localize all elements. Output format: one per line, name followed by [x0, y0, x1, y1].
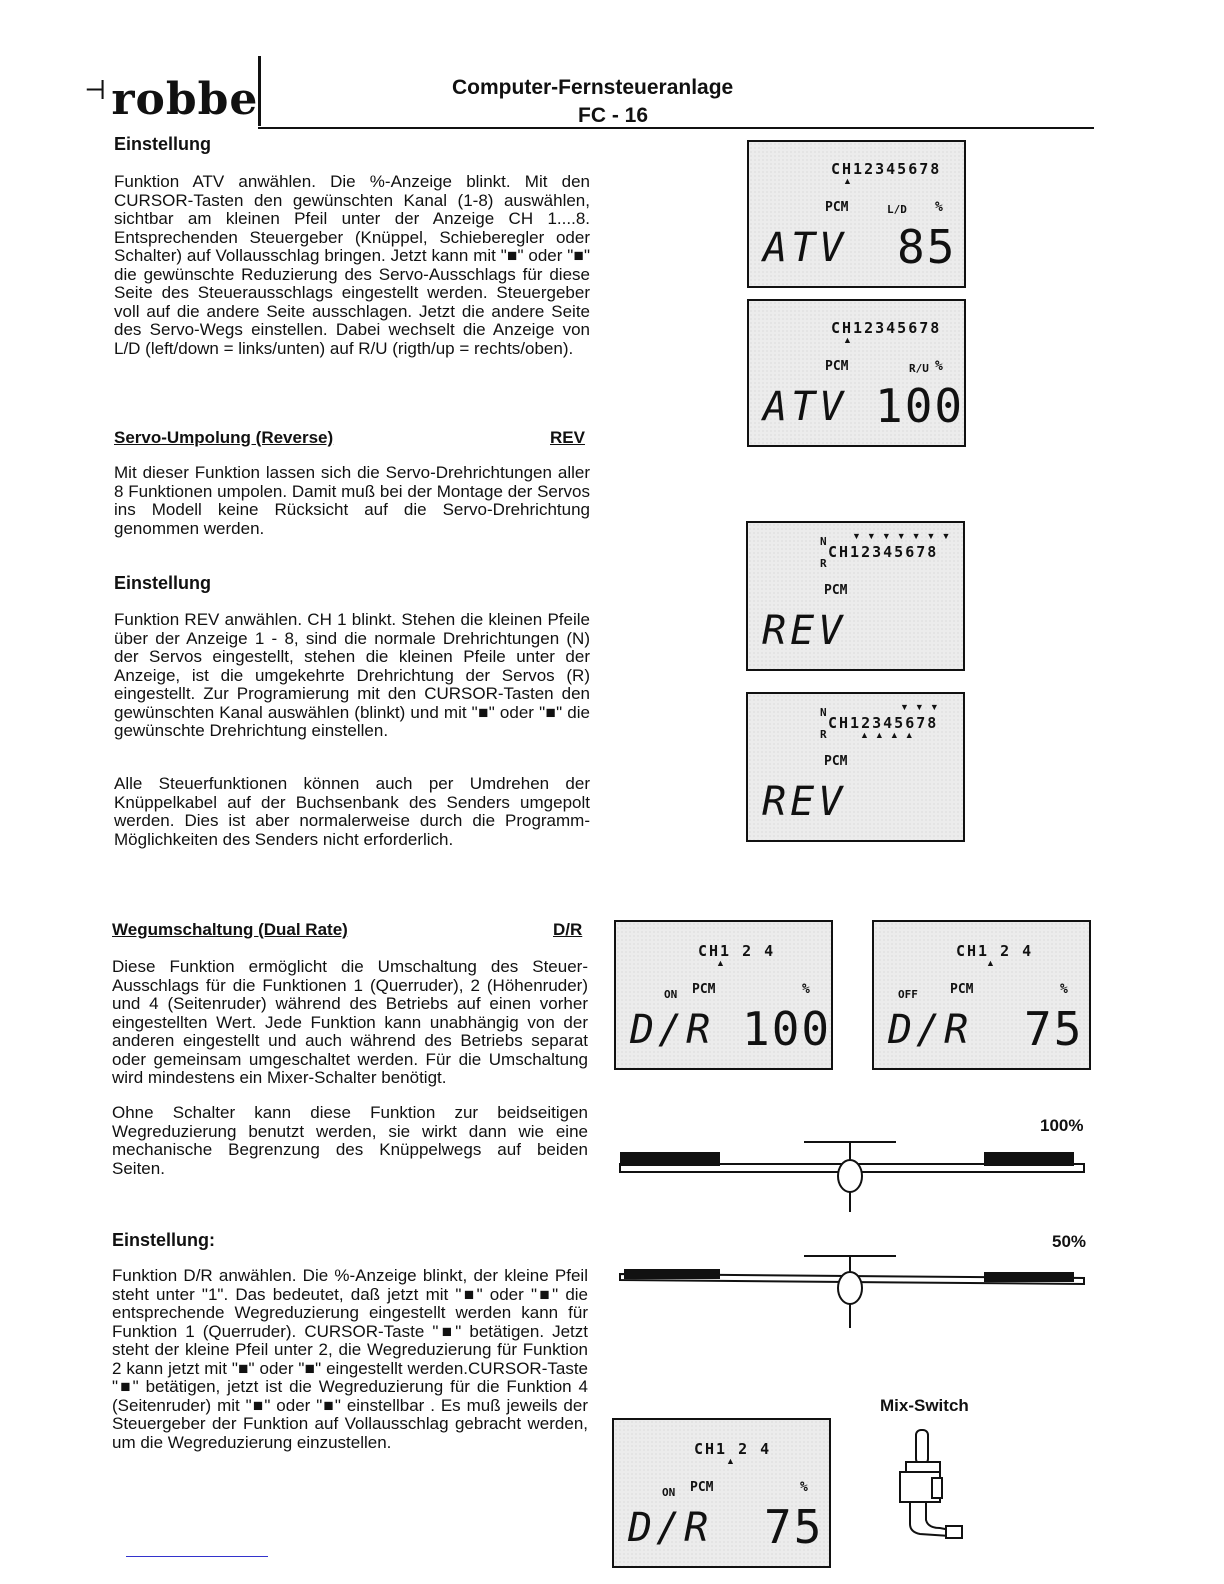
atv-text: Funktion ATV anwählen. Die %-Anzeige blinkt. Mit den CURSOR-Tasten den gewünschten Kanal (1-8) auswählen, sichtbar am kleinen Pfeil unter der Anzeige CH 1....8. Entsprechenden Steuergeber (Knüppel, Schieberegler oder Schalter) auf Vollausschlag bringen. Jetzt kann mit "■" oder "■" die gewünschte Reduzierung des Servo-Ausschlags für diese Seite des Steuerausschlags eingestellt werden. Steuergeber voll auf die andere Seite ausschlagen. Jetzt die andere Seite des Servo-Wegs einstellen. Dabei wechselt die Anzeige von L/D (left/down = links/unten) auf R/U (rigth/up = rechts/oben). — [114, 172, 590, 358]
lcd-mode: PCM — [950, 982, 974, 997]
robbe-logo — [84, 74, 259, 125]
lcd-channel-row: CH12345678 — [831, 160, 942, 178]
lcd-mode: PCM — [825, 200, 849, 215]
lcd-function-label: D/R — [628, 1505, 713, 1551]
lcd-dr-off-75 — [872, 920, 1091, 1070]
lcd-mode: PCM — [825, 359, 849, 374]
glider-canopy — [838, 1160, 862, 1192]
logo-flag-icon: ⊣ — [84, 76, 108, 106]
atv-heading: Einstellung — [114, 134, 212, 154]
arrow-up-icon: ▲ — [986, 958, 995, 968]
dr-heading: Einstellung: — [112, 1230, 215, 1250]
arrow-up-icon: ▲ — [843, 335, 852, 345]
lcd-mode: PCM — [824, 754, 848, 769]
dr-text: Diese Funktion ermöglicht die Umschaltung des Steuer-Ausschlags für die Funktionen 1 (Querruder), 2 (Höhenruder) und 4 (Seitenruder) während des Betriebs auf einen vorher eingestellten Wert. Jede Funktion kann unabhängig von der anderen eingestellt und auch während des Betriebs separat oder gemeinsam umgeschaltet werden. Für die Umschaltung wird mindestens ein Mixer-Schalter benötigt. — [112, 957, 588, 1087]
dr-text3: Funktion D/R anwählen. Die %-Anzeige blinkt, der kleine Pfeil steht unter "1". Das bedeutet, daß jetzt mit "■" oder "■" die entsprechende Wegreduzierung eingestellt werden kann für Funktion 1 (Querruder). CURSOR-Taste "■" betätigen. Jetzt steht der kleine Pfeil unter 2, die Wegreduzierung für Funktion 2 kann jetzt mit "■" oder "■" eingestellt werden.CURSOR-Taste "■" betätigen, jetzt ist die Wegreduzierung für die Funktion 4 (Seitenruder) mit "■" oder "■" einstellbar . Es muß jeweils der Steuergeber der Funktion auf Vollausschlag gebracht werden, um die Wegreduzierung einzustellen. — [112, 1266, 588, 1452]
lcd-value: 100 — [875, 379, 965, 433]
mix-switch-icon — [880, 1424, 980, 1544]
lcd-percent: % — [800, 1480, 808, 1495]
lcd-function-label: D/R — [630, 1007, 715, 1053]
lcd-r-marker: R — [820, 557, 827, 570]
lcd-side: L/D — [887, 203, 907, 216]
lcd-switch-state: ON — [662, 1486, 676, 1499]
lcd-value: 75 — [1024, 1002, 1084, 1056]
dr-text2: Ohne Schalter kann diese Funktion zur beidseitigen Wegreduzierung benutzt werden, sie wirkt dann wie eine mechanische Begrenzung des Knüppelwegs auf beiden Seiten. — [112, 1103, 588, 1178]
dr-tag: D/R — [553, 920, 583, 939]
lcd-value: 100 — [742, 1002, 832, 1056]
rev-tag: REV — [550, 428, 585, 447]
lcd-rev-reversed — [746, 692, 965, 842]
lcd-function-label: REV — [762, 779, 847, 825]
glider-canopy — [838, 1272, 862, 1304]
lcd-atv-right — [747, 299, 966, 447]
lcd-side: R/U — [909, 362, 929, 375]
page-title: Computer-Fernsteueranlage — [452, 76, 734, 99]
lcd-mode: PCM — [824, 583, 848, 598]
lcd-function-label: ATV — [763, 225, 848, 271]
arrow-up-icon: ▲ — [843, 176, 852, 186]
arrow-up-icon: ▲ — [726, 1456, 735, 1466]
lcd-switch-state: OFF — [898, 988, 918, 1001]
glider-50-illustration — [614, 1248, 1094, 1332]
arrow-down-icon: ▼▼▼ — [900, 702, 945, 712]
rev-heading: Einstellung — [114, 573, 212, 593]
lcd-mode: PCM — [692, 982, 716, 997]
page-model: FC - 16 — [578, 104, 649, 127]
lcd-rev-normal — [746, 521, 965, 671]
lcd-r-marker: R — [820, 728, 827, 741]
rev-text2: Funktion REV anwählen. CH 1 blinkt. Stehen die kleinen Pfeile über der Anzeige 1 - 8, sind die normale Drehrichtungen (N) der Servos eingestellt, stehen die kleinen Pfeile unter der Anzeige, ist die umgekehrte Drehrichtung der Servos (R) eingestellt. Zur Programierung mit den CURSOR-Tasten den gewünschten Kanal auswählen (blinkt) und mit "■" oder "■" die gewünschte Drehrichtung einstellen. — [114, 610, 590, 740]
header-divider-horizontal — [258, 127, 1094, 129]
lcd-channel-row: CH12345678 — [828, 714, 939, 732]
header-divider-vertical — [258, 56, 261, 126]
lcd-switch-state: ON — [664, 988, 678, 1001]
lcd-value: 75 — [764, 1500, 824, 1554]
rev-text: Mit dieser Funktion lassen sich die Servo-Drehrichtungen aller 8 Funktionen umpolen. Damit muß bei der Montage der Servos ins Modell keine Rücksicht auf die Servo-Drehrichtung genommen werden. — [114, 463, 590, 538]
lcd-channel-row: CH1 2 4 — [698, 942, 776, 960]
lcd-percent: % — [935, 359, 943, 374]
lcd-percent: % — [802, 982, 810, 997]
rev-title: Servo-Umpolung (Reverse) — [114, 428, 334, 447]
aileron-right — [984, 1152, 1074, 1166]
glider-100-label: 100% — [1040, 1116, 1084, 1135]
logo-text: robbe — [111, 74, 259, 125]
rev-text3: Alle Steuerfunktionen können auch per Umdrehen der Knüppelkabel auf der Buchsenbank des Senders umgepolt werden. Dies ist aber normalerweise durch die Programm-Möglichkeiten des Senders nicht erforderlich. — [114, 774, 590, 849]
lcd-channel-row: CH12345678 — [831, 319, 942, 337]
arrow-up-icon: ▲ — [716, 958, 725, 968]
dr-title: Wegumschaltung (Dual Rate) — [112, 920, 348, 939]
lcd-function-label: D/R — [888, 1007, 973, 1053]
aileron-left — [620, 1152, 720, 1166]
lcd-channel-row: CH1 2 4 — [956, 942, 1034, 960]
lcd-mode: PCM — [690, 1480, 714, 1495]
lcd-dr-on-75 — [612, 1418, 831, 1568]
lcd-function-label: ATV — [763, 384, 848, 430]
lcd-function-label: REV — [762, 608, 847, 654]
lcd-channel-row: CH12345678 — [828, 543, 939, 561]
glider-100-illustration — [614, 1132, 1094, 1216]
lcd-percent: % — [935, 200, 943, 215]
aileron-left — [624, 1269, 720, 1279]
arrow-down-icon: ▼▼▼▼▼▼▼ — [852, 531, 957, 541]
lcd-percent: % — [1060, 982, 1068, 997]
bottom-rule — [126, 1556, 268, 1557]
lcd-n-marker: N — [820, 535, 827, 548]
lcd-value: 85 — [897, 220, 957, 274]
aileron-right — [984, 1272, 1074, 1282]
lcd-channel-row: CH1 2 4 — [694, 1440, 772, 1458]
mix-switch-label: Mix-Switch — [880, 1396, 969, 1415]
lcd-n-marker: N — [820, 706, 827, 719]
glider-50-label: 50% — [1052, 1232, 1087, 1251]
arrow-up-icon: ▲▲▲▲ — [860, 730, 920, 740]
lcd-dr-on-100 — [614, 920, 833, 1070]
lcd-atv-left — [747, 140, 966, 288]
